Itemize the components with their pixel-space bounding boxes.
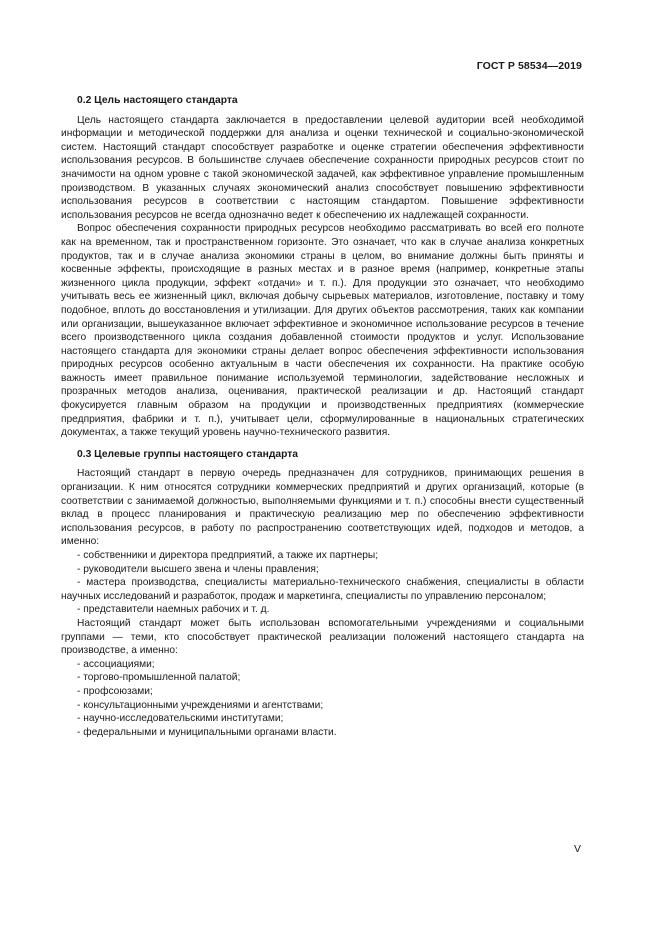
list-item: - консультационными учреждениями и агентствами;: [77, 699, 324, 711]
list-item: - представители наемных рабочих и т. д.: [77, 604, 270, 616]
list-item: - руководители высшего звена и члены правления;: [77, 563, 319, 575]
section-title: 0.3 Целевые группы настоящего стандарта: [77, 448, 299, 460]
list-item: - федеральными и муниципальными органами власти.: [77, 726, 337, 738]
list-item: - мастера производства, специалисты материально-технического снабжения, специалисты в области научных исследований и разработок, продаж и маркетинга, специалисты по управлению персоналом;: [61, 577, 584, 602]
section-title: 0.2 Цель настоящего стандарта: [77, 95, 238, 106]
paragraph: Вопрос обеспечения сохранности природных ресурсов необходимо рассматривать во всей его полноте как на временном, так и пространственном горизонте. Это означает, что как в случае анализа конкретных продуктов, так и в случае анализа экономики страны в целом, во внимание должны быть приняты и косвенные эффекты, происходящие в разных местах и в разное время (например, конкретные этапы жизненного цикла продукции, эффект «отдачи» и т. п.). Для продукции это означает, что необходимо учитывать весь ее жизненный цикл, включая добычу сырьевых материалов, изготовление, поставку и тому подобное, вплоть до восстановления и утилизации. Для других объектов рассмотрения, таких как компании или организации, вышеуказанное включает эффективное и экономичное использование ресурсов в течение всего производственного цикла создания добавленной стоимости продуктов и услуг. Использование настоящего стандарта для экономики страны делает вопрос обеспечения эффективности использования природных ресурсов особенно актуальным в части обеспечения их сохранности. На практике особую важность имеет правильное понимание используемой терминологии, задействование несложных и прозрачных методов анализа, оценивания, практической реализации и др. Настоящий стандарт фокусируется главным образом на продукции и производственных предприятиях (коммерческие предприятия, фабрики и т. п.), учитывает цели, сформулированные в национальных стратегических документах, а также текущий уровень научно-технического развития.: [61, 223, 584, 439]
list-item: - научно-исследовательскими институтами;: [77, 713, 284, 725]
list-item: - торгово-промышленной палатой;: [77, 672, 241, 684]
paragraph: Цель настоящего стандарта заключается в предоставлении целевой аудитории всей необходимой информации и методической поддержки для анализа и оценки технической и социально-экономической систем. Настоящий стандарт способствует разработке и оценке стратегии обеспечения эффективности использования ресурсов. В большинстве случаев обеспечение сохранности природных ресурсов стоит по значимости на одном уровне с такой экономической задачей, как эффективное управление промышленным производством. В указанных случаях экономический анализ способствует повышению эффективности использования ресурсов в соответствии с настоящим стандартом. Повышение эффективности использования ресурсов не всегда однозначно ведет к обеспечению их надлежащей сохранности.: [61, 114, 584, 221]
support-groups-list: [61, 658, 584, 740]
paragraph: Настоящий стандарт в первую очередь предназначен для сотрудников, принимающих решения в организации. К ним относятся сотрудники коммерческих предприятий и других организаций, которые (в соответствии с занимаемой должностью, выполняемыми функциями и т. п.) способны внести существенный вклад в процесс планирования и практическую реализацию мер по обеспечению эффективности использования ресурсов, в работу по распространению соответствующих идей, подходов и методов, а именно:: [61, 468, 584, 548]
list-item: - собственники и директора предприятий, а также их партнеры;: [77, 550, 379, 561]
section-0-3: [61, 448, 584, 739]
decision-makers-list: [61, 549, 584, 617]
list-item: - профсоюзами;: [77, 685, 153, 697]
list-item: - ассоциациями;: [77, 658, 155, 670]
section-0-2: [61, 94, 584, 440]
page-content: [61, 94, 584, 739]
page-number: V: [573, 843, 581, 855]
paragraph: Настоящий стандарт может быть использован вспомогательными учреждениями и социальными группами — теми, кто способствует практической реализации положений настоящего стандарта на производстве, а именно:: [61, 617, 584, 657]
document-code: ГОСТ Р 58534—2019: [476, 60, 582, 72]
